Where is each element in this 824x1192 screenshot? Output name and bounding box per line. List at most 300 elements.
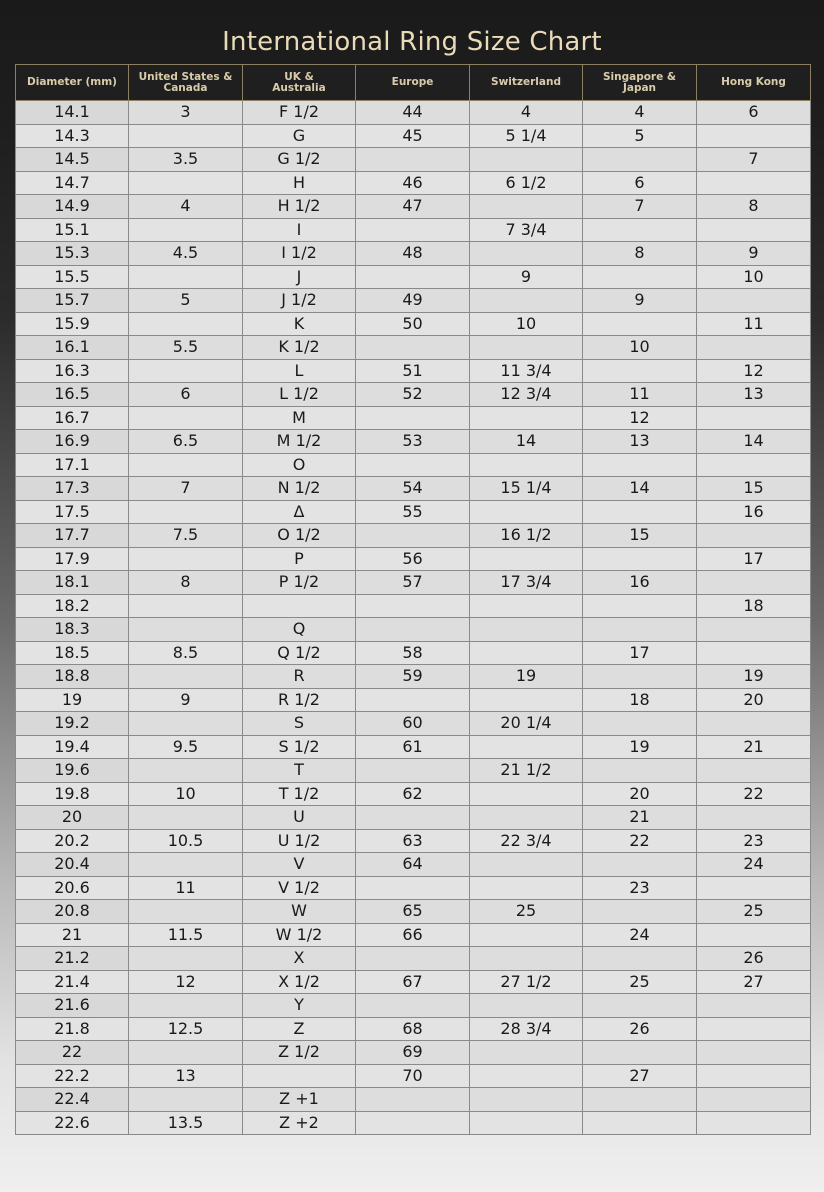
- column-header-diameter: Diameter (mm): [16, 65, 129, 101]
- cell-hong-kong: [697, 1111, 811, 1135]
- table-row: [16, 1088, 811, 1112]
- cell-diameter: 20.2: [16, 829, 129, 853]
- cell-switzerland: 10: [470, 312, 583, 336]
- cell-europe: [356, 1088, 470, 1112]
- cell-hong-kong: [697, 524, 811, 548]
- cell-diameter: 19: [16, 688, 129, 712]
- cell-hong-kong: [697, 994, 811, 1018]
- cell-diameter: 17.9: [16, 547, 129, 571]
- cell-uk-australia: L: [243, 359, 356, 383]
- cell-diameter: 17.7: [16, 524, 129, 548]
- cell-uk-australia: G 1/2: [243, 148, 356, 172]
- cell-diameter: 21.8: [16, 1017, 129, 1041]
- cell-singapore-japan: 23: [583, 876, 697, 900]
- table-row: [16, 641, 811, 665]
- cell-europe: [356, 759, 470, 783]
- table-header: [16, 65, 811, 101]
- cell-hong-kong: 10: [697, 265, 811, 289]
- cell-us-canada: [129, 594, 243, 618]
- cell-europe: [356, 618, 470, 642]
- cell-switzerland: 16 1/2: [470, 524, 583, 548]
- cell-hong-kong: [697, 406, 811, 430]
- cell-europe: [356, 876, 470, 900]
- cell-europe: [356, 688, 470, 712]
- cell-uk-australia: Q: [243, 618, 356, 642]
- cell-hong-kong: 7: [697, 148, 811, 172]
- table-row: [16, 289, 811, 313]
- cell-switzerland: 5 1/4: [470, 124, 583, 148]
- cell-europe: 64: [356, 853, 470, 877]
- cell-europe: 66: [356, 923, 470, 947]
- cell-singapore-japan: [583, 1111, 697, 1135]
- cell-europe: [356, 406, 470, 430]
- cell-uk-australia: G: [243, 124, 356, 148]
- cell-hong-kong: [697, 876, 811, 900]
- cell-hong-kong: 25: [697, 900, 811, 924]
- table-row: [16, 477, 811, 501]
- cell-us-canada: [129, 759, 243, 783]
- cell-europe: [356, 594, 470, 618]
- cell-switzerland: [470, 1041, 583, 1065]
- table-row: [16, 406, 811, 430]
- cell-diameter: 18.2: [16, 594, 129, 618]
- cell-us-canada: 10: [129, 782, 243, 806]
- cell-hong-kong: 6: [697, 101, 811, 125]
- cell-uk-australia: V 1/2: [243, 876, 356, 900]
- cell-uk-australia: P 1/2: [243, 571, 356, 595]
- cell-uk-australia: W: [243, 900, 356, 924]
- cell-europe: 53: [356, 430, 470, 454]
- cell-europe: 61: [356, 735, 470, 759]
- cell-singapore-japan: 12: [583, 406, 697, 430]
- cell-us-canada: 8.5: [129, 641, 243, 665]
- cell-hong-kong: 8: [697, 195, 811, 219]
- header-row: [16, 65, 811, 101]
- cell-us-canada: [129, 171, 243, 195]
- cell-hong-kong: 17: [697, 547, 811, 571]
- cell-uk-australia: [243, 1064, 356, 1088]
- cell-diameter: 19.8: [16, 782, 129, 806]
- cell-europe: 69: [356, 1041, 470, 1065]
- table-row: [16, 712, 811, 736]
- cell-switzerland: [470, 195, 583, 219]
- table-row: [16, 759, 811, 783]
- table-row: [16, 101, 811, 125]
- cell-us-canada: 12.5: [129, 1017, 243, 1041]
- cell-us-canada: [129, 900, 243, 924]
- table-row: [16, 218, 811, 242]
- table-row: [16, 242, 811, 266]
- cell-us-canada: [129, 406, 243, 430]
- table-row: [16, 524, 811, 548]
- cell-us-canada: [129, 947, 243, 971]
- cell-diameter: 21.6: [16, 994, 129, 1018]
- cell-hong-kong: 27: [697, 970, 811, 994]
- cell-switzerland: 21 1/2: [470, 759, 583, 783]
- cell-diameter: 16.7: [16, 406, 129, 430]
- table-row: [16, 782, 811, 806]
- table-row: [16, 806, 811, 830]
- table-row: [16, 970, 811, 994]
- cell-singapore-japan: 11: [583, 383, 697, 407]
- cell-switzerland: [470, 547, 583, 571]
- cell-europe: 59: [356, 665, 470, 689]
- table-row: [16, 547, 811, 571]
- cell-switzerland: 28 3/4: [470, 1017, 583, 1041]
- cell-singapore-japan: 10: [583, 336, 697, 360]
- cell-europe: [356, 947, 470, 971]
- cell-europe: 51: [356, 359, 470, 383]
- cell-hong-kong: [697, 806, 811, 830]
- cell-switzerland: [470, 688, 583, 712]
- cell-uk-australia: T 1/2: [243, 782, 356, 806]
- cell-us-canada: [129, 618, 243, 642]
- cell-hong-kong: [697, 171, 811, 195]
- cell-hong-kong: 13: [697, 383, 811, 407]
- cell-uk-australia: J: [243, 265, 356, 289]
- cell-switzerland: 15 1/4: [470, 477, 583, 501]
- cell-hong-kong: [697, 1041, 811, 1065]
- table-row: [16, 876, 811, 900]
- cell-us-canada: [129, 1088, 243, 1112]
- cell-uk-australia: W 1/2: [243, 923, 356, 947]
- cell-europe: 55: [356, 500, 470, 524]
- cell-europe: 68: [356, 1017, 470, 1041]
- cell-diameter: 17.3: [16, 477, 129, 501]
- table-row: [16, 900, 811, 924]
- cell-us-canada: 11.5: [129, 923, 243, 947]
- cell-diameter: 18.3: [16, 618, 129, 642]
- cell-us-canada: [129, 124, 243, 148]
- cell-diameter: 17.1: [16, 453, 129, 477]
- cell-diameter: 22.6: [16, 1111, 129, 1135]
- cell-uk-australia: Z: [243, 1017, 356, 1041]
- cell-europe: 49: [356, 289, 470, 313]
- table-row: [16, 265, 811, 289]
- cell-singapore-japan: 7: [583, 195, 697, 219]
- cell-uk-australia: U: [243, 806, 356, 830]
- cell-europe: 44: [356, 101, 470, 125]
- cell-uk-australia: S: [243, 712, 356, 736]
- cell-switzerland: [470, 876, 583, 900]
- cell-europe: [356, 265, 470, 289]
- table-row: [16, 829, 811, 853]
- cell-europe: 47: [356, 195, 470, 219]
- cell-diameter: 17.5: [16, 500, 129, 524]
- cell-switzerland: 14: [470, 430, 583, 454]
- cell-us-canada: 6: [129, 383, 243, 407]
- cell-uk-australia: Δ: [243, 500, 356, 524]
- cell-uk-australia: R 1/2: [243, 688, 356, 712]
- cell-diameter: 18.5: [16, 641, 129, 665]
- table-row: [16, 336, 811, 360]
- cell-switzerland: [470, 453, 583, 477]
- cell-hong-kong: [697, 124, 811, 148]
- cell-switzerland: [470, 500, 583, 524]
- cell-us-canada: 7.5: [129, 524, 243, 548]
- cell-switzerland: [470, 947, 583, 971]
- cell-hong-kong: [697, 1064, 811, 1088]
- cell-us-canada: 3: [129, 101, 243, 125]
- cell-uk-australia: I: [243, 218, 356, 242]
- cell-us-canada: 4.5: [129, 242, 243, 266]
- cell-switzerland: [470, 1111, 583, 1135]
- cell-singapore-japan: 26: [583, 1017, 697, 1041]
- cell-switzerland: [470, 782, 583, 806]
- cell-diameter: 15.7: [16, 289, 129, 313]
- cell-europe: [356, 994, 470, 1018]
- cell-uk-australia: R: [243, 665, 356, 689]
- cell-uk-australia: H 1/2: [243, 195, 356, 219]
- cell-switzerland: 17 3/4: [470, 571, 583, 595]
- cell-europe: [356, 218, 470, 242]
- cell-uk-australia: H: [243, 171, 356, 195]
- cell-hong-kong: [697, 336, 811, 360]
- cell-hong-kong: [697, 712, 811, 736]
- cell-switzerland: 22 3/4: [470, 829, 583, 853]
- cell-europe: [356, 806, 470, 830]
- cell-switzerland: [470, 406, 583, 430]
- cell-uk-australia: O: [243, 453, 356, 477]
- cell-europe: 67: [356, 970, 470, 994]
- cell-diameter: 21: [16, 923, 129, 947]
- cell-diameter: 18.8: [16, 665, 129, 689]
- cell-diameter: 14.1: [16, 101, 129, 125]
- cell-singapore-japan: [583, 500, 697, 524]
- cell-hong-kong: [697, 218, 811, 242]
- cell-us-canada: [129, 853, 243, 877]
- cell-europe: 46: [356, 171, 470, 195]
- cell-switzerland: [470, 806, 583, 830]
- cell-switzerland: [470, 1064, 583, 1088]
- cell-switzerland: [470, 735, 583, 759]
- cell-switzerland: 27 1/2: [470, 970, 583, 994]
- cell-us-canada: [129, 500, 243, 524]
- cell-uk-australia: K: [243, 312, 356, 336]
- cell-hong-kong: [697, 1088, 811, 1112]
- cell-switzerland: [470, 618, 583, 642]
- cell-uk-australia: P: [243, 547, 356, 571]
- cell-uk-australia: J 1/2: [243, 289, 356, 313]
- cell-singapore-japan: [583, 148, 697, 172]
- table-row: [16, 1041, 811, 1065]
- cell-hong-kong: [697, 453, 811, 477]
- cell-europe: 65: [356, 900, 470, 924]
- cell-singapore-japan: 19: [583, 735, 697, 759]
- cell-singapore-japan: [583, 1088, 697, 1112]
- cell-uk-australia: S 1/2: [243, 735, 356, 759]
- cell-singapore-japan: 4: [583, 101, 697, 125]
- cell-switzerland: [470, 994, 583, 1018]
- cell-uk-australia: O 1/2: [243, 524, 356, 548]
- cell-europe: 45: [356, 124, 470, 148]
- table-row: [16, 312, 811, 336]
- cell-diameter: 20.8: [16, 900, 129, 924]
- cell-europe: 58: [356, 641, 470, 665]
- cell-hong-kong: 22: [697, 782, 811, 806]
- cell-singapore-japan: 27: [583, 1064, 697, 1088]
- cell-singapore-japan: 25: [583, 970, 697, 994]
- cell-hong-kong: [697, 759, 811, 783]
- cell-switzerland: 25: [470, 900, 583, 924]
- cell-diameter: 15.1: [16, 218, 129, 242]
- cell-diameter: 20.4: [16, 853, 129, 877]
- cell-hong-kong: 9: [697, 242, 811, 266]
- cell-uk-australia: K 1/2: [243, 336, 356, 360]
- cell-uk-australia: [243, 594, 356, 618]
- cell-hong-kong: [697, 641, 811, 665]
- cell-europe: 70: [356, 1064, 470, 1088]
- table-row: [16, 618, 811, 642]
- cell-us-canada: 12: [129, 970, 243, 994]
- cell-diameter: 20: [16, 806, 129, 830]
- cell-singapore-japan: [583, 265, 697, 289]
- table-row: [16, 171, 811, 195]
- cell-diameter: 20.6: [16, 876, 129, 900]
- cell-europe: 56: [356, 547, 470, 571]
- cell-us-canada: 13: [129, 1064, 243, 1088]
- cell-uk-australia: L 1/2: [243, 383, 356, 407]
- table-row: [16, 1111, 811, 1135]
- cell-diameter: 21.2: [16, 947, 129, 971]
- table-row: [16, 665, 811, 689]
- cell-hong-kong: [697, 1017, 811, 1041]
- cell-us-canada: [129, 1041, 243, 1065]
- cell-uk-australia: X 1/2: [243, 970, 356, 994]
- cell-singapore-japan: 14: [583, 477, 697, 501]
- cell-switzerland: [470, 641, 583, 665]
- table-row: [16, 124, 811, 148]
- cell-diameter: 16.5: [16, 383, 129, 407]
- ring-size-table: [15, 64, 811, 1135]
- cell-diameter: 16.9: [16, 430, 129, 454]
- cell-us-canada: [129, 218, 243, 242]
- table-row: [16, 453, 811, 477]
- cell-singapore-japan: [583, 594, 697, 618]
- cell-singapore-japan: [583, 547, 697, 571]
- cell-singapore-japan: 24: [583, 923, 697, 947]
- table-row: [16, 735, 811, 759]
- cell-switzerland: [470, 148, 583, 172]
- cell-uk-australia: X: [243, 947, 356, 971]
- cell-uk-australia: Y: [243, 994, 356, 1018]
- table-row: [16, 994, 811, 1018]
- cell-diameter: 14.5: [16, 148, 129, 172]
- cell-europe: [356, 453, 470, 477]
- cell-singapore-japan: 5: [583, 124, 697, 148]
- cell-switzerland: 6 1/2: [470, 171, 583, 195]
- cell-hong-kong: 12: [697, 359, 811, 383]
- cell-europe: 48: [356, 242, 470, 266]
- cell-singapore-japan: 22: [583, 829, 697, 853]
- cell-diameter: 15.9: [16, 312, 129, 336]
- cell-diameter: 16.1: [16, 336, 129, 360]
- cell-hong-kong: 21: [697, 735, 811, 759]
- cell-europe: 62: [356, 782, 470, 806]
- cell-switzerland: [470, 289, 583, 313]
- cell-singapore-japan: 6: [583, 171, 697, 195]
- cell-us-canada: 11: [129, 876, 243, 900]
- cell-us-canada: 5.5: [129, 336, 243, 360]
- cell-europe: [356, 1111, 470, 1135]
- column-header-singapore-japan: Singapore & Japan: [583, 65, 697, 101]
- cell-diameter: 15.5: [16, 265, 129, 289]
- cell-switzerland: [470, 594, 583, 618]
- cell-europe: 52: [356, 383, 470, 407]
- table-row: [16, 148, 811, 172]
- cell-uk-australia: M: [243, 406, 356, 430]
- cell-hong-kong: [697, 289, 811, 313]
- cell-singapore-japan: [583, 994, 697, 1018]
- column-header-us-canada: United States & Canada: [129, 65, 243, 101]
- cell-uk-australia: F 1/2: [243, 101, 356, 125]
- table-row: [16, 571, 811, 595]
- cell-singapore-japan: [583, 947, 697, 971]
- cell-us-canada: 3.5: [129, 148, 243, 172]
- cell-diameter: 16.3: [16, 359, 129, 383]
- cell-switzerland: [470, 923, 583, 947]
- cell-diameter: 19.2: [16, 712, 129, 736]
- cell-switzerland: [470, 853, 583, 877]
- cell-hong-kong: 14: [697, 430, 811, 454]
- cell-hong-kong: [697, 571, 811, 595]
- cell-hong-kong: 19: [697, 665, 811, 689]
- cell-europe: 63: [356, 829, 470, 853]
- cell-uk-australia: Q 1/2: [243, 641, 356, 665]
- table-row: [16, 853, 811, 877]
- table-body: [16, 101, 811, 1135]
- cell-us-canada: 8: [129, 571, 243, 595]
- cell-singapore-japan: [583, 900, 697, 924]
- cell-switzerland: 19: [470, 665, 583, 689]
- cell-hong-kong: 11: [697, 312, 811, 336]
- cell-singapore-japan: [583, 359, 697, 383]
- cell-singapore-japan: 16: [583, 571, 697, 595]
- table-row: [16, 947, 811, 971]
- cell-europe: 50: [356, 312, 470, 336]
- chart-title: International Ring Size Chart: [222, 27, 602, 57]
- column-header-uk-australia: UK & Australia: [243, 65, 356, 101]
- cell-singapore-japan: [583, 853, 697, 877]
- cell-us-canada: [129, 359, 243, 383]
- table-row: [16, 1064, 811, 1088]
- cell-uk-australia: I 1/2: [243, 242, 356, 266]
- cell-us-canada: 13.5: [129, 1111, 243, 1135]
- cell-hong-kong: [697, 618, 811, 642]
- cell-diameter: 22.2: [16, 1064, 129, 1088]
- cell-switzerland: 9: [470, 265, 583, 289]
- cell-singapore-japan: [583, 618, 697, 642]
- table-row: [16, 430, 811, 454]
- cell-diameter: 14.7: [16, 171, 129, 195]
- table-row: [16, 1017, 811, 1041]
- column-header-hong-kong: Hong Kong: [697, 65, 811, 101]
- cell-us-canada: [129, 665, 243, 689]
- cell-hong-kong: [697, 923, 811, 947]
- cell-europe: [356, 336, 470, 360]
- cell-diameter: 19.4: [16, 735, 129, 759]
- cell-us-canada: 6.5: [129, 430, 243, 454]
- column-header-europe: Europe: [356, 65, 470, 101]
- cell-singapore-japan: [583, 712, 697, 736]
- cell-hong-kong: 16: [697, 500, 811, 524]
- cell-diameter: 21.4: [16, 970, 129, 994]
- cell-uk-australia: Z 1/2: [243, 1041, 356, 1065]
- cell-us-canada: 9: [129, 688, 243, 712]
- cell-singapore-japan: [583, 453, 697, 477]
- cell-singapore-japan: 9: [583, 289, 697, 313]
- table-row: [16, 195, 811, 219]
